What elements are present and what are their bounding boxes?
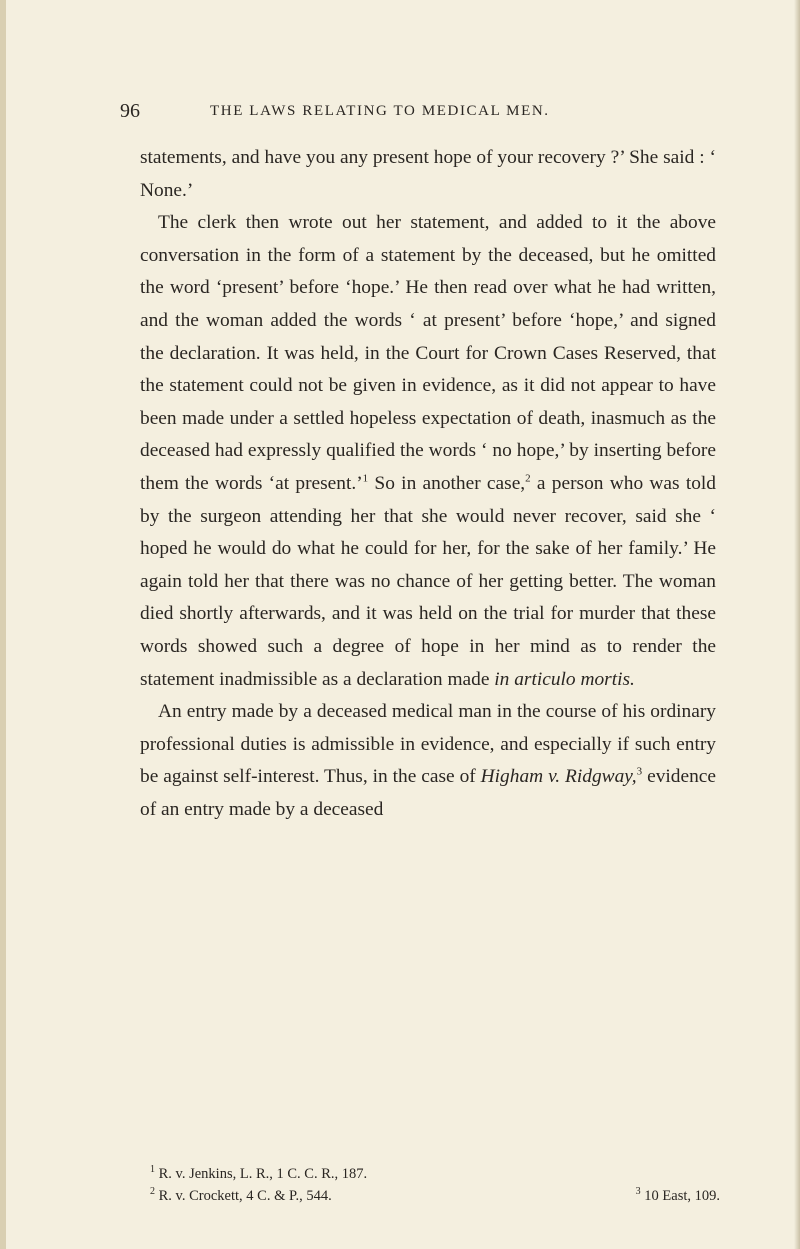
binding-edge [0, 0, 6, 1249]
footnote-1-text: R. v. Jenkins, L. R., 1 C. C. R., 187. [158, 1166, 368, 1182]
footnote-2-number: 2 [150, 1186, 155, 1198]
footnote-ref-3: 3 [636, 765, 643, 778]
footnote-3-number: 3 [635, 1186, 641, 1198]
body-text [140, 142, 716, 826]
paragraph-2-part-b: So in another case, [368, 472, 526, 494]
paragraph-3-part-b: evidence of an entry made by a deceased [140, 766, 717, 820]
footnote-2 [150, 1185, 332, 1207]
paragraph-3 [140, 696, 716, 826]
case-name: Higham v. Ridgway, [480, 766, 637, 788]
footnote-1-number: 1 [150, 1164, 155, 1176]
latin-phrase: in articulo mortis. [494, 668, 635, 690]
footnote-ref-1: 1 [362, 472, 369, 485]
page-header [120, 100, 720, 130]
footnote-ref-2: 2 [525, 472, 531, 485]
page-number: 96 [120, 100, 140, 122]
paragraph-2-part-a: The clerk then wrote out her statement, and added to it the above conversation in the form of a statement by the deceased, but he omitted the word ‘present’ before ‘hope.’ He then read over what he had written, and the woman added the words ‘ at present’ before ‘hope,’ and signed the declaration. It was held, in the Court for Crown Cases Reserved, that the statement could not be given in evidence, as it did not appear to have been made under a settled hopeless expectation of death, inasmuch as the deceased had expressly qualified the words ‘ no hope,’ by inserting before them the words ‘at present.’ [140, 212, 716, 494]
footnote-3-text: 10 East, 109. [644, 1188, 720, 1204]
footnotes [150, 1163, 720, 1207]
page-edge [794, 0, 800, 1249]
paragraph-2 [140, 207, 716, 696]
footnote-3 [636, 1185, 720, 1207]
paragraph-2-part-c: a person who was told by the surgeon attending her that she would never recover, said she ‘ hoped he would do what he could for her, for the sake of her family.’ He again told her that there was no chance of her getting better. The woman died shortly afterwards, and it was held on the trial for murder that these words showed such a degree of hope in her mind as to render the statement inadmissible as a declaration made [140, 472, 716, 690]
paragraph-1: statements, and have you any present hope of your recovery ?’ She said : ‘ None.’ [140, 147, 716, 201]
footnote-2-text: R. v. Crockett, 4 C. & P., 544. [158, 1188, 332, 1204]
running-head: THE LAWS RELATING TO MEDICAL MEN. [210, 103, 550, 119]
footnote-row-1 [150, 1163, 720, 1185]
paragraph-3-part-a: An entry made by a deceased medical man in the course of his ordinary professional duties is admissible in evidence, and especially if such entry be against self-interest. Thus, in the case of [140, 701, 716, 788]
footnote-row-2 [150, 1185, 720, 1207]
footnote-1 [150, 1163, 367, 1185]
